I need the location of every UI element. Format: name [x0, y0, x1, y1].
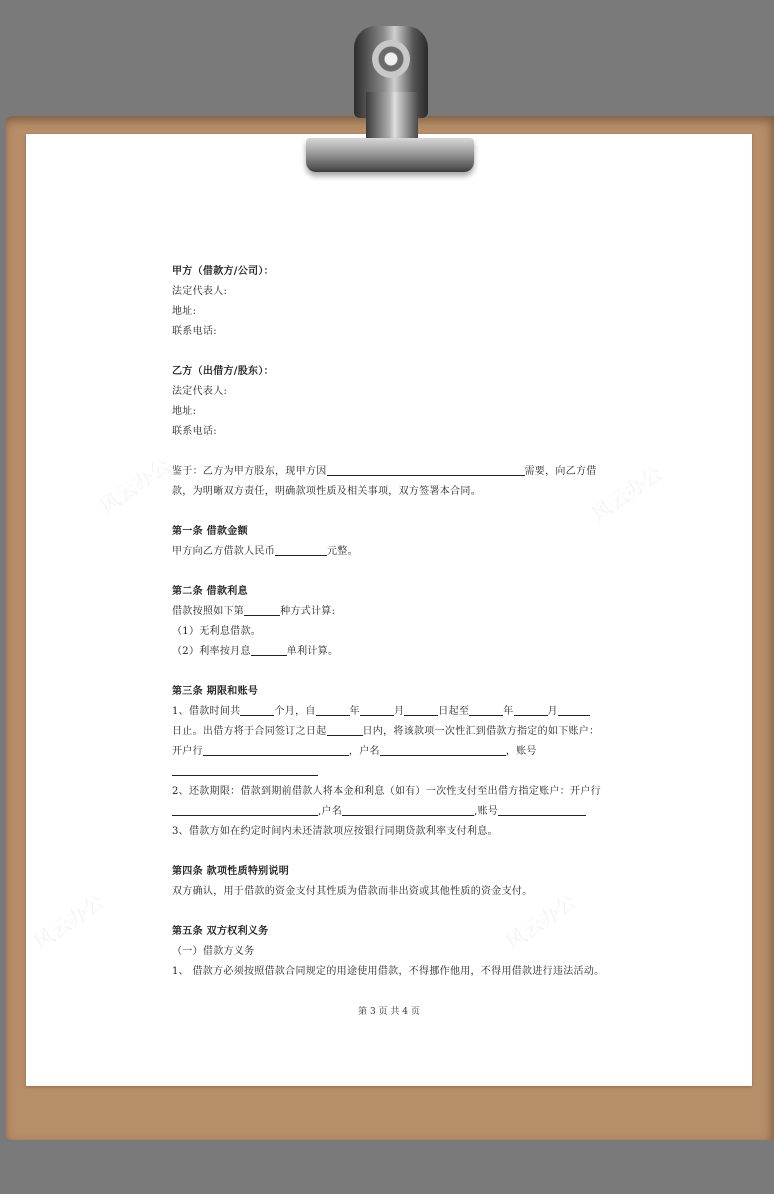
article-2-option-1: （1）无利息借款。 [172, 626, 262, 637]
blank-field [404, 702, 438, 716]
party-a-phone: 联系电话: [172, 326, 217, 337]
article-4-title: 第四条 款项性质特别说明 [172, 866, 290, 877]
article-3-title: 第三条 期限和账号 [172, 686, 259, 697]
article-text: 种方式计算: [280, 606, 336, 617]
party-b-phone: 联系电话: [172, 426, 217, 437]
article-text: 甲方向乙方借款人民币 [172, 546, 275, 557]
watermark: 风云办公 [501, 888, 581, 955]
article-4-text: 双方确认，用于借款的资金支付其性质为借款而非出资或其他性质的资金支付。 [172, 886, 533, 897]
blank-field [251, 642, 287, 656]
page-number: 第 3 页 共 4 页 [358, 1007, 420, 1017]
article-text: 年 [349, 706, 360, 717]
blank-field [316, 702, 350, 716]
article-text: 借款按照如下第 [172, 606, 245, 617]
contract-body [172, 262, 604, 982]
article-3-line-1 [172, 702, 604, 722]
article-text: 年 [503, 706, 514, 717]
blank-field [172, 762, 318, 776]
blank-field [327, 722, 363, 736]
article-text: 个月，自 [274, 706, 316, 717]
article-5-subtitle: （一）借款方义务 [172, 946, 255, 957]
article-text: ,账号 [474, 806, 499, 817]
article-5-title: 第五条 双方权利义务 [172, 926, 269, 937]
article-text: 单利计算。 [286, 646, 339, 657]
article-3-line-5: 2、还款期限：借款到期前借款人将本金和利息（如有）一次性支付至出借方指定账户：开户行 [172, 786, 601, 797]
article-2-line-1 [172, 602, 604, 622]
blank-field [360, 702, 394, 716]
blank-field [342, 802, 474, 816]
party-a-representative: 法定代表人: [172, 286, 228, 297]
article-text: ,户名 [318, 806, 343, 817]
article-text: 月 [547, 706, 558, 717]
party-a-heading: 甲方（借款方/公司）： [172, 266, 274, 277]
article-2-title: 第二条 借款利息 [172, 586, 248, 597]
preamble-line-2: 款，为明晰双方责任，明确款项性质及相关事项，双方签署本合同。 [172, 486, 481, 497]
blank-field [558, 702, 590, 716]
article-text: 日起至 [438, 706, 470, 717]
binder-clip-stem [366, 92, 418, 142]
blank-field [172, 802, 318, 816]
blank-field [275, 542, 327, 556]
blank-field [327, 462, 525, 476]
article-1-title: 第一条 借款金额 [172, 526, 248, 537]
party-b-address: 地址: [172, 406, 197, 417]
binder-clip-bar [306, 138, 474, 172]
preamble-text: 需要，向乙方借 [524, 466, 597, 477]
article-3-line-3 [172, 742, 604, 762]
blank-field [380, 742, 506, 756]
article-text: 元整。 [327, 546, 358, 557]
watermark: 风云办公 [95, 452, 175, 519]
watermark: 风云办公 [587, 460, 667, 527]
article-text: ，账号 [505, 746, 537, 757]
article-text: 1、借款时间共 [172, 706, 241, 717]
blank-field [469, 702, 503, 716]
article-text: 日内，将该款项一次性汇到借款方指定的如下账户： [362, 726, 600, 737]
article-text: 月 [393, 706, 405, 717]
article-1-text [172, 542, 604, 562]
party-a-address: 地址: [172, 306, 197, 317]
blank-field [203, 742, 349, 756]
article-3-line-2 [172, 722, 604, 742]
article-3-line-6 [172, 802, 604, 822]
preamble-text: 鉴于：乙方为甲方股东，现甲方因 [172, 466, 327, 477]
blank-field [240, 702, 274, 716]
article-text: （2）利率按月息 [172, 646, 251, 657]
blank-field [498, 802, 586, 816]
blank-field [244, 602, 280, 616]
article-5-item-1: 1、 借款方必须按照借款合同规定的用途使用借款，不得挪作他用，不得用借款进行违法活动。 [172, 966, 605, 977]
article-text: 日止。出借方将于合同签订之日起 [172, 726, 327, 737]
party-b-heading: 乙方（出借方/股东）： [172, 366, 274, 377]
article-3-line-7: 3、借款方如在约定时间内未还清款项应按银行同期贷款利率支付利息。 [172, 826, 498, 837]
blank-field [514, 702, 548, 716]
article-2-option-2 [172, 642, 604, 662]
preamble-line-1 [172, 462, 604, 482]
article-text: ，户名 [348, 746, 380, 757]
party-b-representative: 法定代表人: [172, 386, 228, 397]
watermark: 风云办公 [29, 888, 109, 955]
article-text: 开户行 [172, 746, 203, 757]
article-3-line-4 [172, 762, 604, 782]
